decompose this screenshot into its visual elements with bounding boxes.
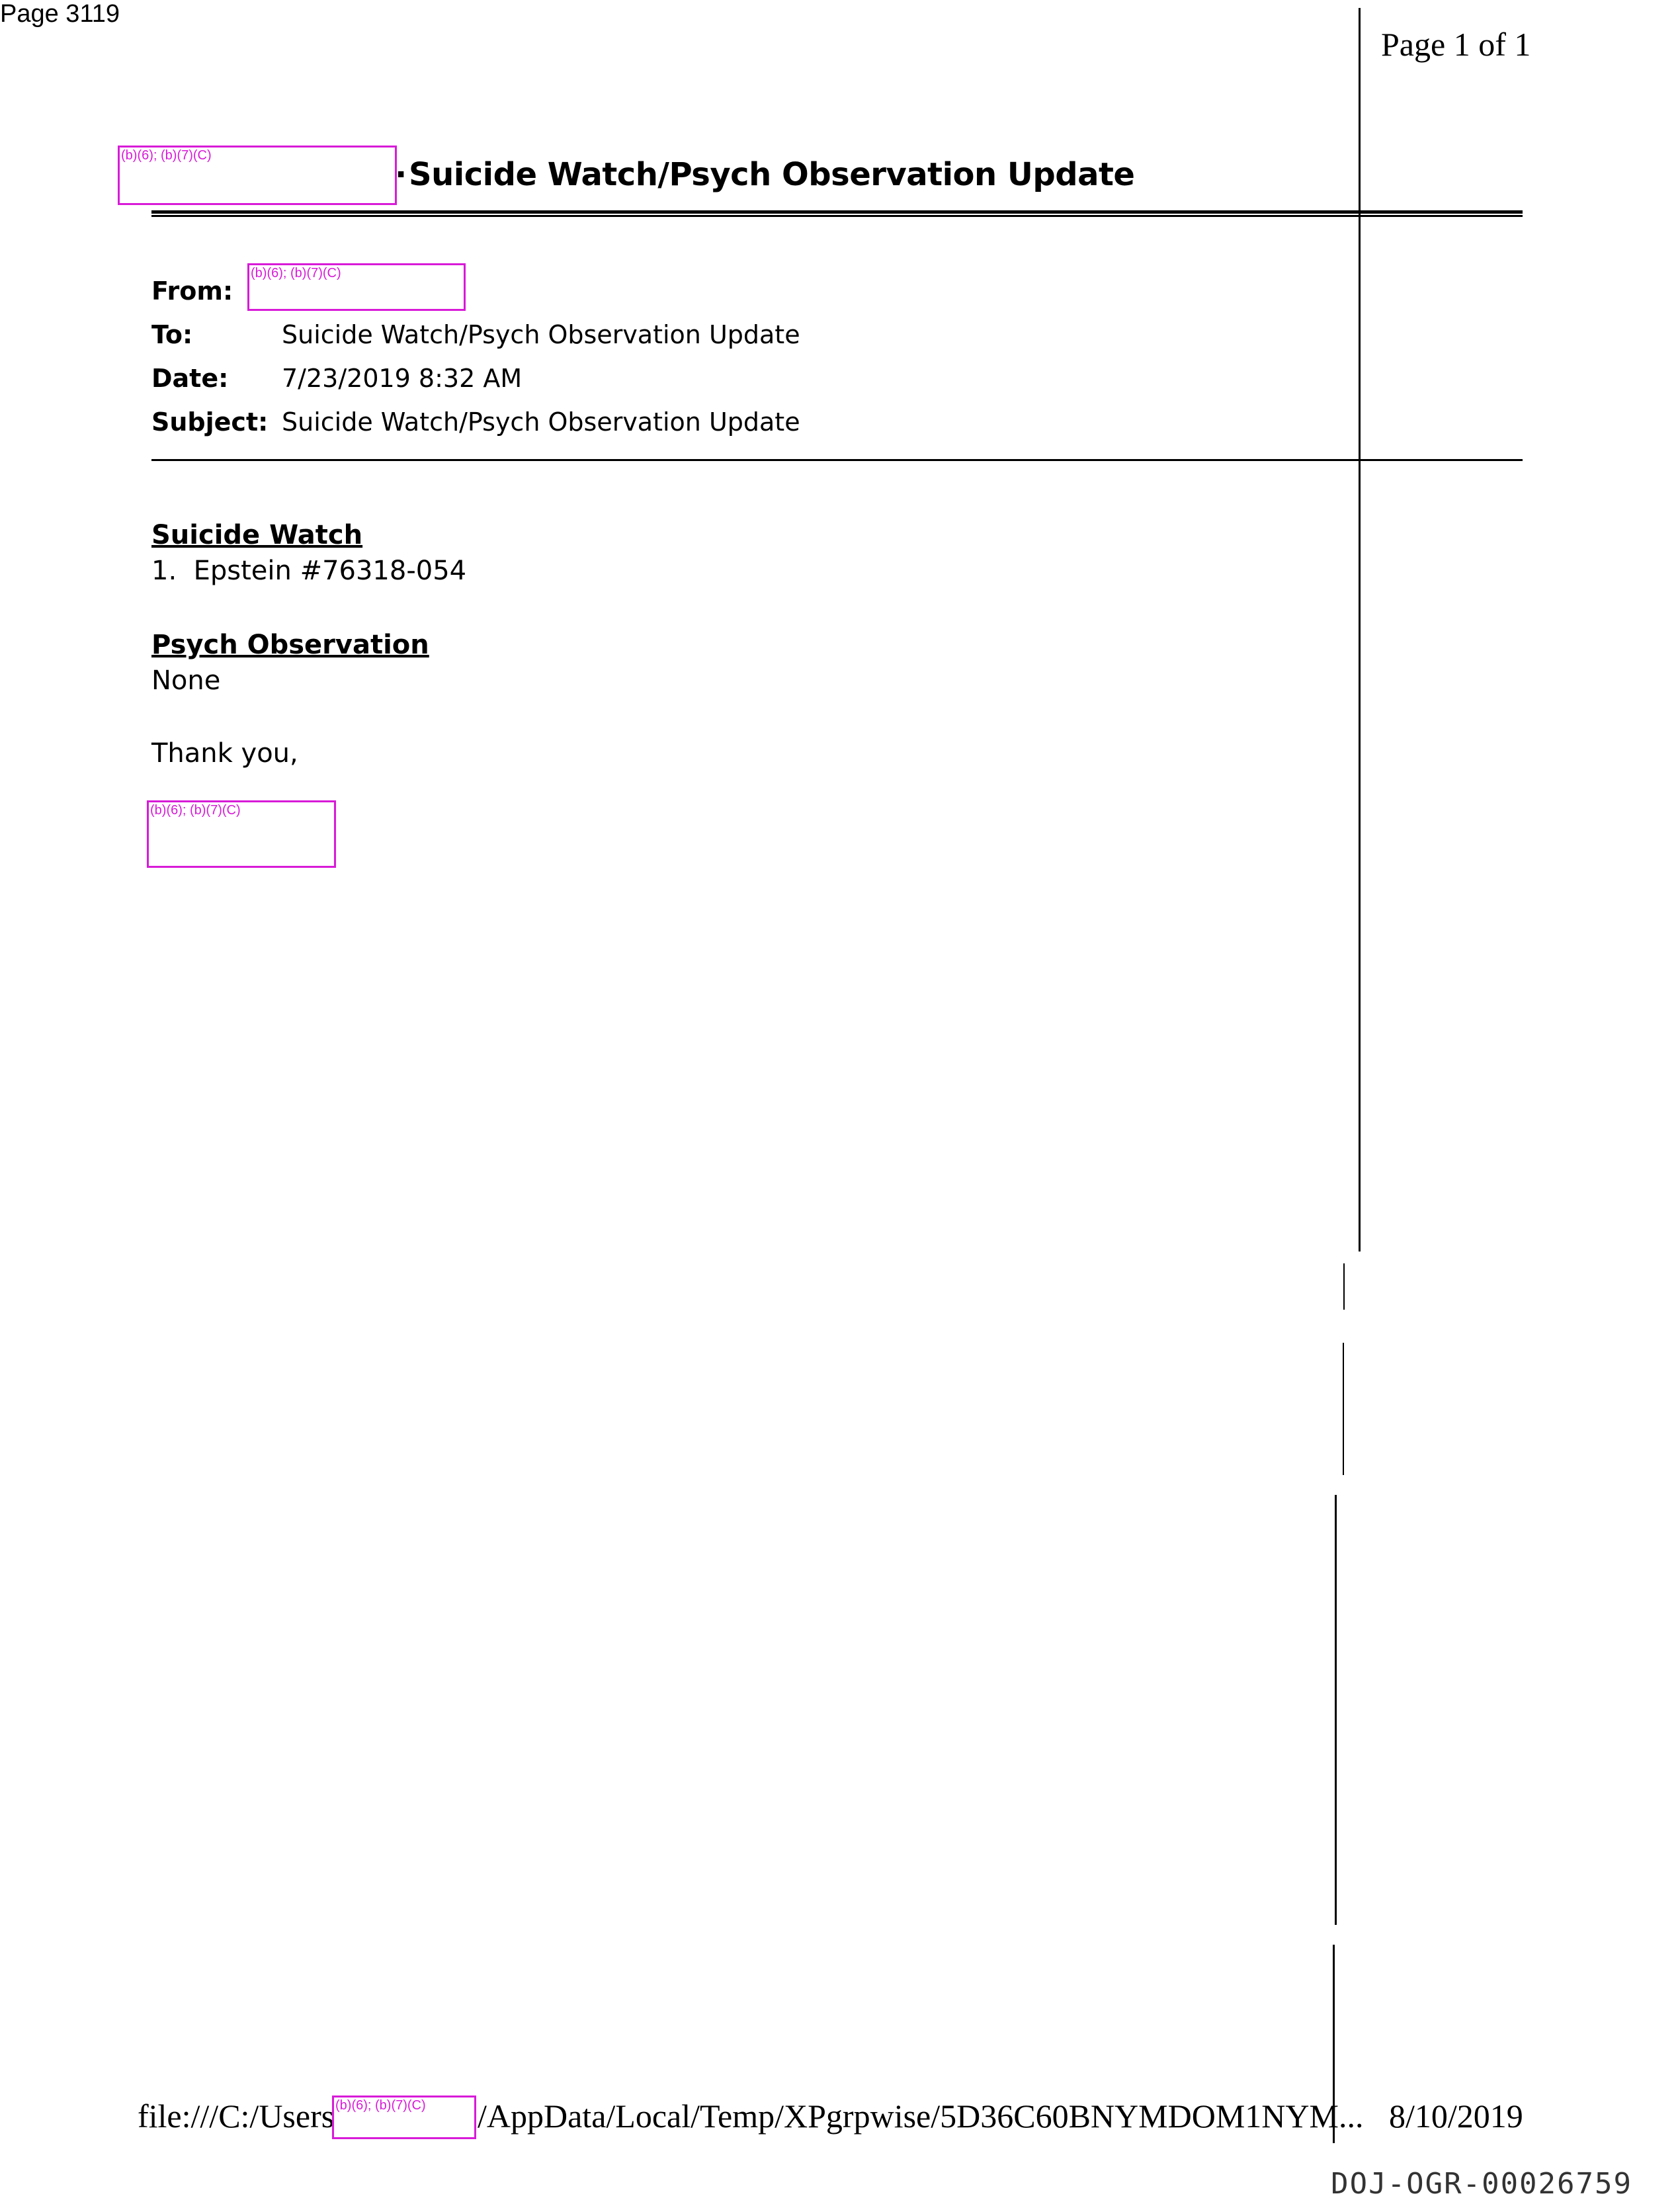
footer-path-prefix: file:///C:/Users bbox=[138, 2097, 335, 2135]
suicide-watch-heading: Suicide Watch bbox=[151, 520, 363, 550]
header-rule bbox=[151, 459, 1523, 461]
page-count: Page 1 of 1 bbox=[1381, 26, 1531, 63]
closing-text: Thank you, bbox=[151, 738, 298, 769]
title-rule bbox=[151, 210, 1523, 217]
from-redaction-box: (b)(6); (b)(7)(C) bbox=[247, 263, 466, 311]
scan-line bbox=[1343, 1343, 1344, 1475]
footer-date: 8/10/2019 bbox=[1389, 2097, 1523, 2135]
scan-line bbox=[1359, 8, 1361, 1251]
from-label: From: bbox=[151, 276, 233, 306]
suicide-watch-item: 1. Epstein #76318-054 bbox=[151, 556, 467, 586]
title-bullet: · bbox=[395, 156, 407, 193]
scan-line bbox=[1343, 1263, 1345, 1310]
scan-line bbox=[1335, 1495, 1337, 1925]
scan-page-label: Page 3119 bbox=[0, 0, 120, 28]
psych-observation-heading: Psych Observation bbox=[151, 630, 429, 660]
date-label: Date: bbox=[151, 364, 229, 393]
to-value: Suicide Watch/Psych Observation Update bbox=[282, 320, 800, 349]
subject-label: Subject: bbox=[151, 407, 269, 437]
date-value: 7/23/2019 8:32 AM bbox=[282, 364, 523, 393]
bates-number: DOJ-OGR-00026759 bbox=[1331, 2167, 1632, 2201]
redaction-box: (b)(6); (b)(7)(C) bbox=[118, 146, 397, 205]
psych-observation-value: None bbox=[151, 665, 221, 696]
footer-path-suffix: /AppData/Local/Temp/XPgrpwise/5D36C60BNYMDOM1NYM... bbox=[478, 2097, 1364, 2135]
footer-redaction-box: (b)(6); (b)(7)(C) bbox=[332, 2096, 476, 2139]
page-title: Suicide Watch/Psych Observation Update bbox=[409, 156, 1135, 193]
to-label: To: bbox=[151, 320, 193, 349]
signature-redaction-box: (b)(6); (b)(7)(C) bbox=[147, 800, 336, 868]
subject-value: Suicide Watch/Psych Observation Update bbox=[282, 407, 800, 437]
